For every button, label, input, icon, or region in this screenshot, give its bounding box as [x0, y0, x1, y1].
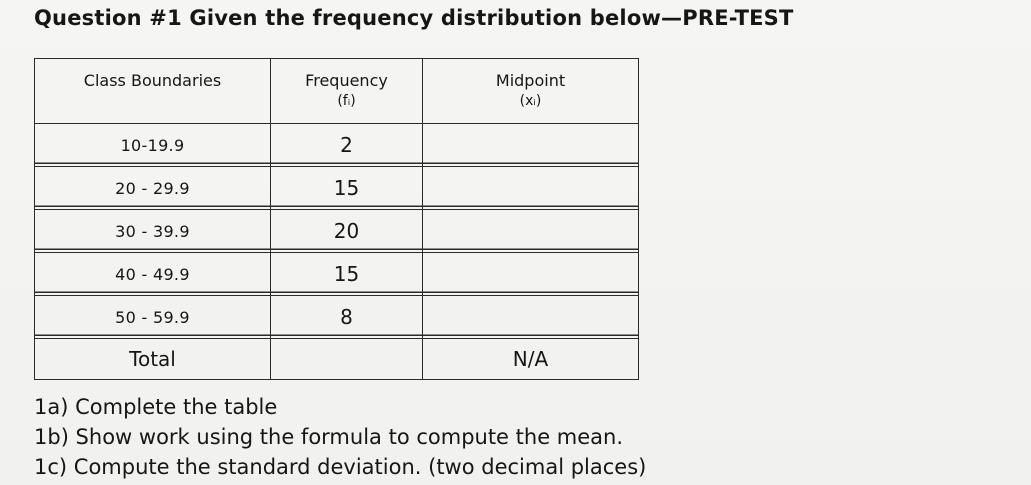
header-frequency-label: Frequency [305, 71, 388, 90]
question-list [34, 392, 646, 482]
table-row [35, 253, 639, 296]
header-midpoint [423, 59, 639, 124]
table-total-row [35, 339, 639, 380]
frequency-distribution-table [34, 58, 639, 380]
frequency-cell: 2 [271, 124, 423, 167]
frequency-cell: 20 [271, 210, 423, 253]
total-frequency-cell [271, 339, 423, 380]
class-boundary-cell: 30 - 39.9 [35, 210, 271, 253]
header-midpoint-label: Midpoint [495, 71, 566, 90]
table-row [35, 210, 639, 253]
total-midpoint-cell: N/A [423, 339, 639, 380]
frequency-cell: 8 [271, 296, 423, 339]
frequency-cell: 15 [271, 253, 423, 296]
header-frequency [271, 59, 423, 124]
midpoint-cell [423, 253, 639, 296]
header-class-boundaries-label: Class Boundaries [83, 71, 222, 90]
midpoint-cell [423, 296, 639, 339]
frequency-cell: 15 [271, 167, 423, 210]
table-row [35, 167, 639, 210]
table-row [35, 296, 639, 339]
midpoint-cell [423, 210, 639, 253]
header-frequency-symbol: (fᵢ) [337, 93, 356, 109]
midpoint-cell [423, 124, 639, 167]
class-boundary-cell: 10-19.9 [35, 124, 271, 167]
total-label-cell: Total [35, 339, 271, 380]
question-1c: 1c) Compute the standard deviation. (two decimal places) [34, 455, 647, 479]
class-boundary-cell: 50 - 59.9 [35, 296, 271, 339]
header-class-boundaries [35, 59, 271, 124]
midpoint-cell [423, 167, 639, 210]
question-1a: 1a) Complete the table [34, 395, 278, 419]
question-title: Question #1 Given the frequency distribution below—PRE-TEST [34, 6, 794, 30]
header-midpoint-symbol: (xᵢ) [519, 93, 542, 109]
table-header-row [35, 59, 639, 124]
class-boundary-cell: 40 - 49.9 [35, 253, 271, 296]
class-boundary-cell: 20 - 29.9 [35, 167, 271, 210]
question-1b: 1b) Show work using the formula to compute the mean. [34, 425, 624, 449]
table-row [35, 124, 639, 167]
